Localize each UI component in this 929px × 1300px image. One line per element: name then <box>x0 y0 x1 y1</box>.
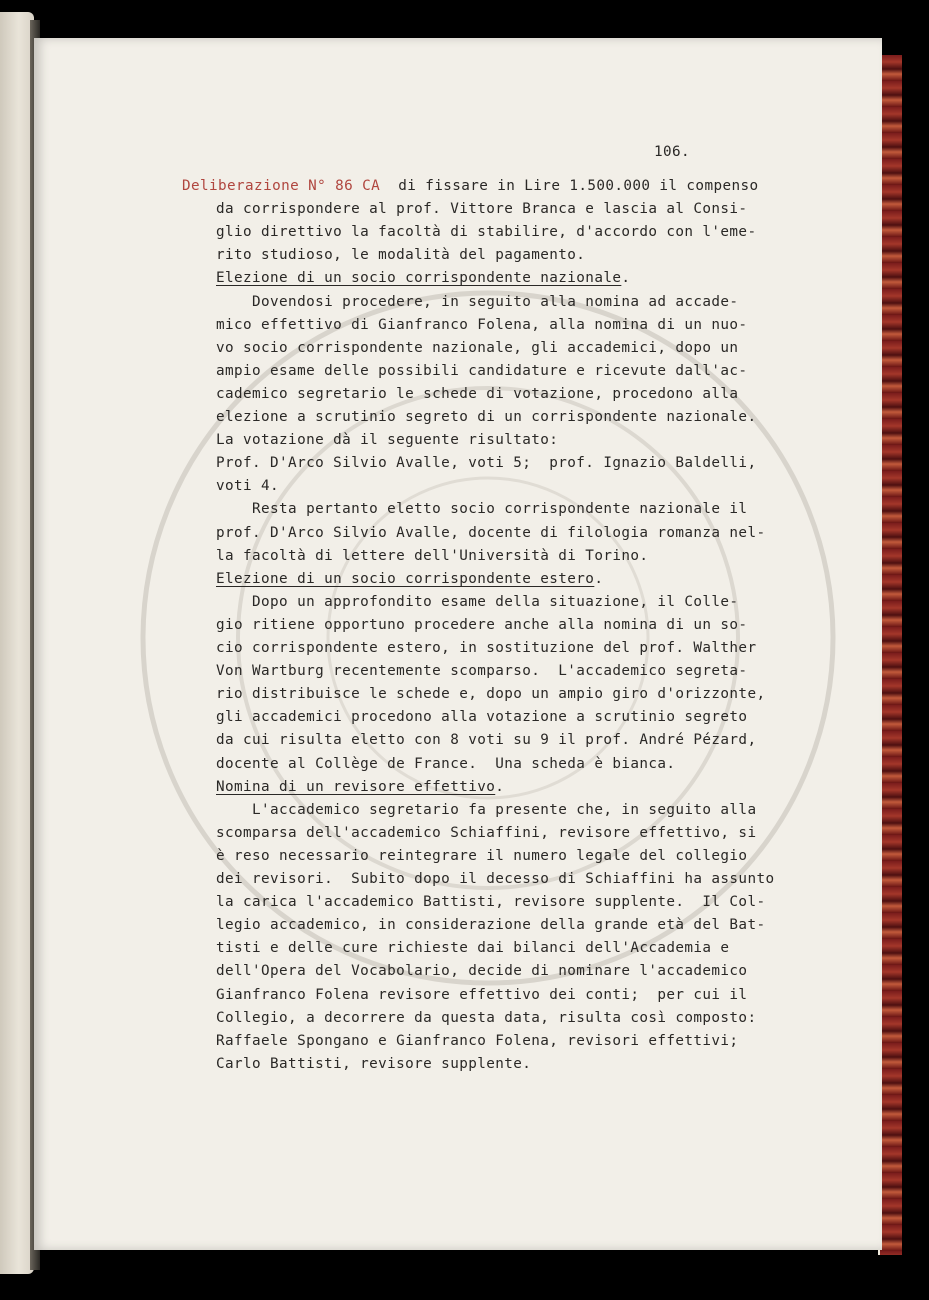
text-line-content: da cui risulta eletto con 8 voti su 9 il prof. André Pézard, <box>216 732 757 749</box>
text-line <box>216 894 765 910</box>
text-line-content: la facoltà di lettere dell'Università di Torino. <box>216 547 649 564</box>
text-line-content: Dopo un approfondito esame della situazione, il Colle- <box>216 593 739 610</box>
text-line <box>216 825 756 841</box>
text-line <box>216 525 765 541</box>
section-heading-text: Nomina di un revisore effettivo <box>216 778 496 795</box>
section-heading-period: . <box>594 570 604 587</box>
text-line-content: Gianfranco Folena revisore effettivo dei conti; per cui il <box>216 986 748 1003</box>
text-line <box>216 594 738 610</box>
text-line-content: Resta pertanto eletto socio corrispondente nazionale il <box>216 501 748 518</box>
text-line-content: elezione a scrutinio segreto di un corrispondente nazionale. <box>216 409 757 425</box>
text-line <box>216 848 747 864</box>
text-line-content: gli accademici procedono alla votazione a scrutinio segreto <box>216 709 748 726</box>
section-heading-period: . <box>621 270 631 287</box>
section-heading-text: Elezione di un socio corrispondente nazionale <box>216 270 622 287</box>
text-line <box>216 987 747 1003</box>
text-line-content: Von Wartburg recentemente scomparso. L'accademico segreta- <box>216 663 748 680</box>
text-line-content: prof. D'Arco Silvio Avalle, docente di filologia romanza nel- <box>216 524 766 541</box>
text-line <box>216 409 756 425</box>
text-line-content: legio accademico, in considerazione della grande età del Bat- <box>216 917 766 934</box>
document-page <box>34 38 882 1250</box>
text-line <box>216 802 756 818</box>
text-line <box>216 640 756 656</box>
text-line <box>216 340 738 356</box>
text-line <box>216 756 675 772</box>
text-line-content: dei revisori. Subito dopo il decesso di Schiaffini ha assunto <box>216 871 775 887</box>
text-line-content: L'accademico segretario fa presente che, in seguito alla <box>216 801 757 818</box>
text-line <box>216 363 747 379</box>
text-line <box>216 548 648 564</box>
text-line <box>216 501 747 517</box>
text-line-content: voti 4. <box>216 478 280 495</box>
text-line <box>216 1010 756 1026</box>
text-line-content: La votazione dà il seguente risultato: <box>216 432 559 449</box>
text-line-content: dell'Opera del Vocabolario, decide di nominare l'accademico <box>216 963 748 980</box>
text-line-content: Prof. D'Arco Silvio Avalle, voti 5; prof. Ignazio Baldelli, <box>216 455 757 472</box>
section-heading <box>216 571 603 587</box>
text-line <box>216 1033 738 1049</box>
text-line <box>216 686 765 702</box>
text-line-content: cademico segretario le schede di votazione, procedono alla <box>216 385 739 402</box>
text-line <box>216 917 765 933</box>
text-line <box>216 201 747 217</box>
section-heading-text: Elezione di un socio corrispondente estero <box>216 570 595 587</box>
text-line <box>216 732 756 748</box>
text-line <box>216 386 738 402</box>
text-line <box>216 294 738 310</box>
text-line-content: Collegio, a decorrere da questa data, risulta così composto: <box>216 1009 757 1026</box>
text-line <box>216 317 747 333</box>
text-line-content: vo socio corrispondente nazionale, gli accademici, dopo un <box>216 339 739 356</box>
document-text <box>34 38 882 1250</box>
text-line-content: ampio esame delle possibili candidature e ricevute dall'ac- <box>216 362 748 379</box>
section-heading-period: . <box>495 778 505 795</box>
left-page-edge <box>0 12 34 1274</box>
text-line <box>216 247 585 263</box>
deliberation-first-line <box>182 178 759 194</box>
text-line-content: docente al Collège de France. Una scheda è bianca. <box>216 755 676 772</box>
text-line-content: la carica l'accademico Battisti, revisore supplente. Il Col- <box>216 894 766 911</box>
text-line <box>216 617 747 633</box>
text-line-content: rio distribuisce le schede e, dopo un ampio giro d'orizzonte, <box>216 686 766 703</box>
text-line <box>216 963 747 979</box>
section-heading <box>216 270 630 286</box>
text-line <box>216 940 729 956</box>
text-line-content: da corrispondere al prof. Vittore Branca e lascia al Consi- <box>216 201 748 218</box>
text-line <box>216 455 756 471</box>
text-line-content: Raffaele Spongano e Gianfranco Folena, revisori effettivi; <box>216 1032 739 1049</box>
text-line-content: Dovendosi procedere, in seguito alla nomina ad accade- <box>216 293 739 310</box>
section-heading <box>216 779 504 795</box>
text-line-content: mico effettivo di Gianfranco Folena, alla nomina di un nuo- <box>216 316 748 333</box>
text-line-content: Carlo Battisti, revisore supplente. <box>216 1055 532 1072</box>
text-line <box>216 709 747 725</box>
text-line-content: cio corrispondente estero, in sostituzione del prof. Walther <box>216 640 757 656</box>
text-line-content: scomparsa dell'accademico Schiaffini, revisore effettivo, si <box>216 824 757 841</box>
text-line-content: rito studioso, le modalità del pagamento. <box>216 247 586 264</box>
deliberation-label: Deliberazione N° 86 CA <box>182 178 381 194</box>
text-line-content: è reso necessario reintegrare il numero legale del collegio <box>216 847 748 864</box>
text-line <box>216 224 756 240</box>
text-line <box>216 663 747 679</box>
text-line <box>216 1056 531 1072</box>
text-line-content: glio direttivo la facoltà di stabilire, d'accordo con l'eme- <box>216 224 757 241</box>
text-line <box>216 432 558 448</box>
deliberation-first-text: di fissare in Lire 1.500.000 il compenso <box>398 178 759 194</box>
page-number: 106. <box>654 144 691 160</box>
text-line <box>216 478 279 494</box>
text-line-content: gio ritiene opportuno procedere anche alla nomina di un so- <box>216 616 748 633</box>
text-line-content: tisti e delle cure richieste dai bilanci dell'Accademia e <box>216 940 730 957</box>
text-line <box>216 871 774 887</box>
